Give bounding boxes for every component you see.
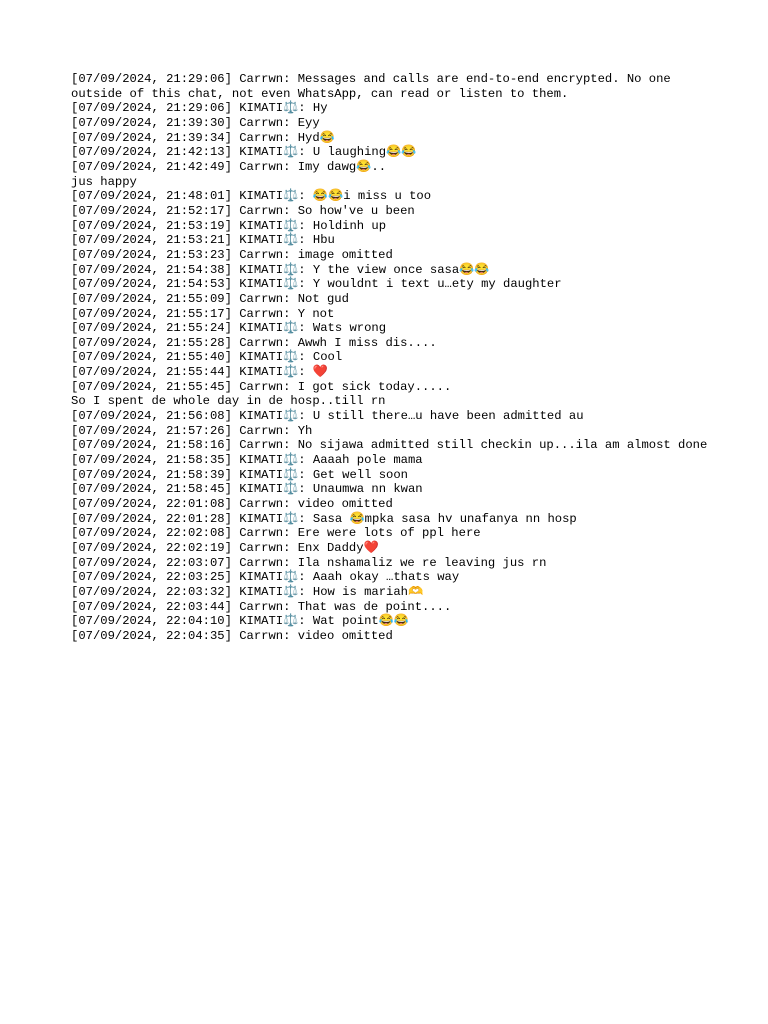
chat-message-line: [07/09/2024, 21:58:16] Carrwn: No sijawa admitted still checkin up...ila am almost done	[71, 438, 708, 453]
chat-message-line: [07/09/2024, 21:57:26] Carrwn: Yh	[71, 423, 313, 438]
chat-message-line: [07/09/2024, 21:39:30] Carrwn: Eyy	[71, 115, 320, 130]
chat-message-line: [07/09/2024, 21:39:34] Carrwn: Hyd😂	[71, 130, 335, 145]
chat-export-page	[71, 72, 711, 644]
chat-message-line: [07/09/2024, 21:55:45] Carrwn: I got sick today..... So I spent de whole day in de hosp..till rn	[71, 379, 452, 409]
chat-message-line: [07/09/2024, 21:42:49] Carrwn: Imy dawg😂.. jus happy	[71, 159, 387, 189]
chat-message-line: [07/09/2024, 21:58:35] KIMATI⚖️: Aaaah pole mama	[71, 453, 423, 468]
chat-message-line: [07/09/2024, 21:29:06] Carrwn: Messages and calls are end-to-end encrypted. No one outside of this chat, not even WhatsApp, can read or listen to them.	[71, 72, 679, 101]
chat-message-line: [07/09/2024, 21:52:17] Carrwn: So how've u been	[71, 203, 415, 218]
chat-message-line: [07/09/2024, 21:53:23] Carrwn: image omitted	[71, 247, 393, 262]
chat-message-line: [07/09/2024, 21:56:08] KIMATI⚖️: U still there…u have been admitted au	[71, 409, 584, 424]
chat-message-line: [07/09/2024, 22:04:35] Carrwn: video omitted	[71, 628, 393, 643]
chat-message-line: [07/09/2024, 21:53:19] KIMATI⚖️: Holdinh up	[71, 218, 387, 233]
chat-message-line: [07/09/2024, 22:03:32] KIMATI⚖️: How is mariah🫶	[71, 584, 424, 599]
chat-message-line: [07/09/2024, 21:53:21] KIMATI⚖️: Hbu	[71, 233, 335, 248]
chat-message-line: [07/09/2024, 21:58:39] KIMATI⚖️: Get well soon	[71, 467, 408, 482]
chat-message-line: [07/09/2024, 21:58:45] KIMATI⚖️: Unaumwa nn kwan	[71, 482, 423, 497]
chat-message-line: [07/09/2024, 21:48:01] KIMATI⚖️: 😂😂i miss u too	[71, 189, 432, 204]
chat-message-line: [07/09/2024, 22:01:28] KIMATI⚖️: Sasa 😂mpka sasa hv unafanya nn hosp	[71, 511, 577, 526]
chat-message-line: [07/09/2024, 22:03:44] Carrwn: That was de point....	[71, 599, 452, 614]
chat-message-line: [07/09/2024, 21:55:24] KIMATI⚖️: Wats wrong	[71, 321, 387, 336]
chat-message-line: [07/09/2024, 21:55:40] KIMATI⚖️: Cool	[71, 350, 343, 365]
chat-message-line: [07/09/2024, 22:02:19] Carrwn: Enx Daddy❤️	[71, 541, 379, 555]
chat-message-line: [07/09/2024, 22:03:25] KIMATI⚖️: Aaah okay …thats way	[71, 570, 460, 585]
chat-message-line: [07/09/2024, 21:42:13] KIMATI⚖️: U laughing😂😂	[71, 145, 417, 160]
chat-message-line: [07/09/2024, 21:55:44] KIMATI⚖️: ❤️	[71, 365, 329, 380]
chat-message-line: [07/09/2024, 22:04:10] KIMATI⚖️: Wat point😂😂	[71, 614, 410, 629]
chat-message-line: [07/09/2024, 22:03:07] Carrwn: Ila nshamaliz we re leaving jus rn	[71, 555, 547, 570]
chat-message-line: [07/09/2024, 22:01:08] Carrwn: video omitted	[71, 497, 393, 512]
chat-log	[71, 72, 711, 644]
chat-message-line: [07/09/2024, 21:54:53] KIMATI⚖️: Y wouldnt i text u…ety my daughter	[71, 277, 562, 292]
chat-message-line: [07/09/2024, 21:54:38] KIMATI⚖️: Y the view once sasa😂😂	[71, 262, 490, 277]
chat-message-line: [07/09/2024, 21:55:09] Carrwn: Not gud	[71, 291, 349, 306]
chat-message-line: [07/09/2024, 22:02:08] Carrwn: Ere were lots of ppl here	[71, 526, 481, 541]
chat-message-line: [07/09/2024, 21:55:28] Carrwn: Awwh I miss dis....	[71, 335, 437, 350]
chat-message-line: [07/09/2024, 21:29:06] KIMATI⚖️: Hy	[71, 101, 328, 116]
chat-message-line: [07/09/2024, 21:55:17] Carrwn: Y not	[71, 306, 335, 321]
